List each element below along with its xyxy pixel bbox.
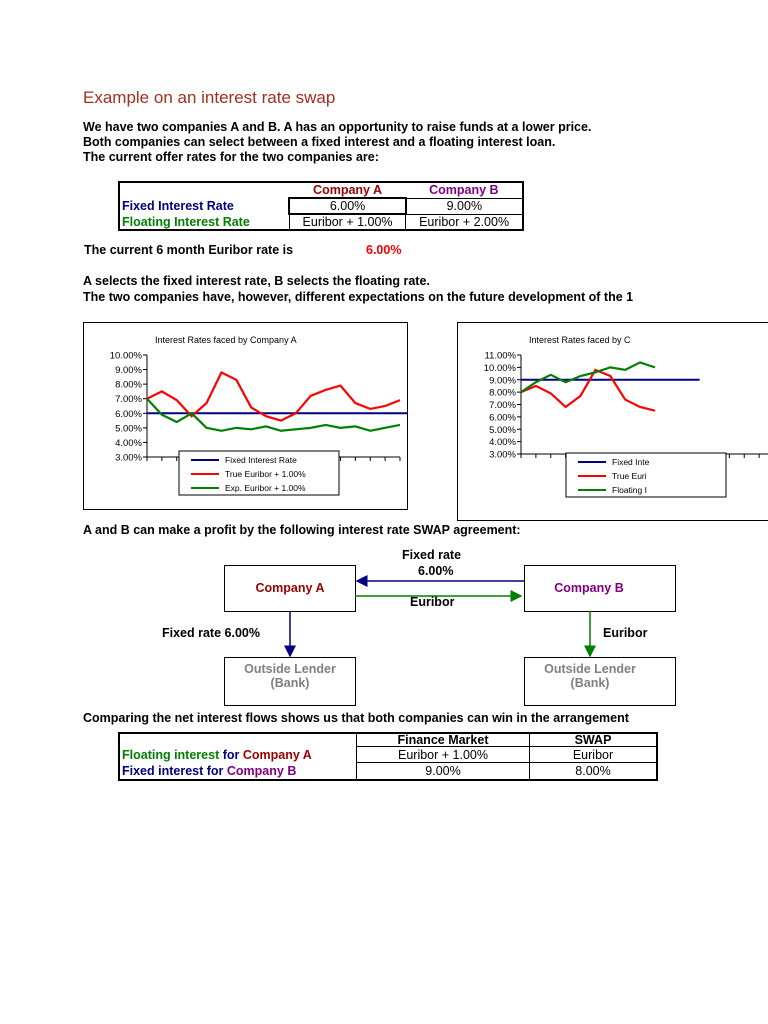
cell-floating-market: Euribor + 1.00% bbox=[357, 747, 530, 763]
chart-a-legend-label: Fixed Interest Rate bbox=[225, 455, 297, 465]
chart-b-title: Interest Rates faced by C bbox=[529, 335, 631, 345]
row-label-fixed: Fixed Interest Rate bbox=[122, 199, 234, 213]
fixed-rate-value: 6.00% bbox=[418, 564, 454, 578]
cell-floating-a: Euribor + 1.00% bbox=[289, 214, 405, 230]
chart-b-y-tick-label: 11.00% bbox=[484, 350, 516, 362]
chart-a-y-tick-label: 10.00% bbox=[109, 350, 142, 362]
chart-b-y-tick-label: 10.00% bbox=[483, 362, 516, 374]
chart-a-legend-label: True Euribor + 1.00% bbox=[225, 469, 306, 479]
selection-line-1: A selects the fixed interest rate, B selects the floating rate. bbox=[83, 274, 430, 288]
chart-a-y-tick-label: 9.00% bbox=[115, 365, 142, 377]
lender-b-line2: (Bank) bbox=[570, 676, 610, 690]
cell-floating-b: Euribor + 2.00% bbox=[406, 214, 523, 230]
comparison-table bbox=[118, 732, 658, 781]
chart-b-legend-label: Fixed Inte bbox=[612, 457, 650, 467]
chart-b-y-tick-label: 3.00% bbox=[489, 449, 516, 461]
header-company-a: Company A bbox=[313, 183, 383, 197]
chart-a-y-tick-label: 5.00% bbox=[115, 423, 142, 435]
selection-line-2: The two companies have, however, different expectations on the future development of the 1 bbox=[83, 290, 634, 304]
chart-b-y-tick-label: 4.00% bbox=[489, 437, 516, 449]
euribor-right-label: Euribor bbox=[603, 626, 648, 640]
cell-fixed-swap: 8.00% bbox=[530, 763, 658, 780]
chart-a-y-tick-label: 6.00% bbox=[115, 408, 142, 420]
chart-b-y-tick-label: 6.00% bbox=[489, 412, 516, 424]
header-swap: SWAP bbox=[530, 733, 658, 747]
company-b-label: Company B bbox=[554, 581, 624, 595]
chart-a-title: Interest Rates faced by Company A bbox=[155, 335, 297, 345]
fixed-rate-left-label: Fixed rate 6.00% bbox=[162, 626, 260, 640]
row-label-floating-a: Floating interest for Company A bbox=[122, 747, 312, 762]
chart-b-y-tick-label: 7.00% bbox=[489, 400, 516, 411]
row-label-fixed-b: Fixed interest for Company B bbox=[122, 763, 297, 778]
chart-a-y-tick-label: 8.00% bbox=[115, 379, 142, 391]
row-label-floating: Floating Interest Rate bbox=[122, 214, 250, 229]
chart-a-y-tick-label: 3.00% bbox=[115, 452, 142, 464]
intro-line-1: We have two companies A and B. A has an opportunity to raise funds at a lower price. bbox=[83, 120, 592, 134]
euribor-middle-label: Euribor bbox=[410, 595, 455, 609]
cell-fixed-market: 9.00% bbox=[357, 763, 530, 780]
chart-b-y-tick-label: 5.00% bbox=[489, 424, 516, 436]
comparison-intro: Comparing the net interest flows shows us that both companies can win in the arrangement bbox=[83, 711, 629, 725]
header-company-b: Company B bbox=[429, 183, 499, 198]
company-a-label: Company A bbox=[255, 581, 325, 595]
cell-fixed-b: 9.00% bbox=[406, 198, 523, 214]
chart-b-legend-label: True Euri bbox=[612, 471, 647, 481]
chart-a-y-tick-label: 7.00% bbox=[115, 394, 142, 406]
page-title: Example on an interest rate swap bbox=[83, 88, 336, 107]
lender-a-line1: Outside Lender bbox=[244, 662, 336, 676]
table-row bbox=[119, 733, 657, 747]
chart-b-y-tick-label: 8.00% bbox=[489, 387, 516, 399]
table-row bbox=[119, 763, 657, 780]
swap-intro: A and B can make a profit by the following interest rate SWAP agreement: bbox=[83, 523, 521, 537]
euribor-label: The current 6 month Euribor rate is bbox=[84, 243, 294, 257]
intro-line-3: The current offer rates for the two companies are: bbox=[83, 150, 379, 164]
intro-line-2: Both companies can select between a fixed interest and a floating interest loan. bbox=[83, 135, 556, 149]
lender-b-line1: Outside Lender bbox=[544, 662, 636, 676]
table-row bbox=[119, 747, 657, 763]
header-finance-market: Finance Market bbox=[357, 733, 530, 747]
chart-b-y-tick-label: 9.00% bbox=[489, 375, 516, 387]
fixed-rate-label: Fixed rate bbox=[402, 548, 462, 562]
lender-a-line2: (Bank) bbox=[270, 676, 310, 690]
chart-a-y-tick-label: 4.00% bbox=[115, 437, 142, 449]
euribor-value: 6.00% bbox=[366, 243, 402, 257]
lender-b-box bbox=[524, 657, 676, 706]
lender-a-box bbox=[224, 657, 356, 706]
chart-b-legend-label: Floating I bbox=[612, 485, 647, 495]
chart-a-legend-label: Exp. Euribor + 1.00% bbox=[225, 483, 306, 493]
cell-floating-swap: Euribor bbox=[530, 747, 658, 763]
cell-fixed-a: 6.00% bbox=[289, 198, 405, 214]
